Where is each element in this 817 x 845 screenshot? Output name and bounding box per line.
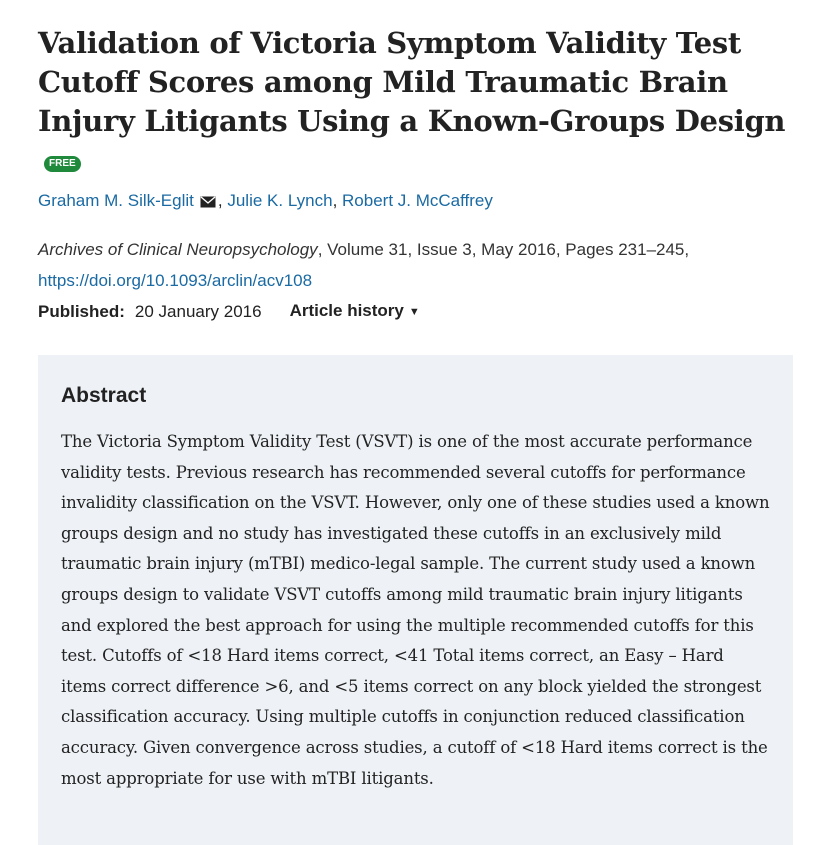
- journal-name: Archives of Clinical Neuropsychology: [38, 240, 318, 259]
- article-title: Validation of Victoria Symptom Validity Test Cutoff Scores among Mild Traumatic Brain Injury Litigants Using a Known-Groups DesignFREE: [38, 0, 793, 180]
- envelope-icon[interactable]: [200, 192, 216, 214]
- free-badge: FREE: [44, 156, 81, 172]
- publication-info: [38, 298, 793, 325]
- author-separator: ,: [332, 191, 338, 210]
- published-date: 20 January 2016: [134, 301, 262, 321]
- author-link-silk-eglit[interactable]: Graham M. Silk-Eglit: [38, 191, 194, 210]
- author-list: [38, 190, 793, 214]
- published-label: Published:: [38, 301, 125, 321]
- article-history-toggle[interactable]: Article history ▼: [289, 301, 420, 320]
- author-separator: ,: [217, 191, 223, 210]
- abstract-heading: Abstract: [61, 384, 147, 407]
- citation-details: , Volume 31, Issue 3, May 2016, Pages 231–245,: [317, 240, 690, 259]
- citation: [38, 234, 793, 296]
- caret-down-icon: ▼: [408, 306, 420, 318]
- author-link-lynch[interactable]: Julie K. Lynch: [227, 191, 333, 210]
- abstract-text: The Victoria Symptom Validity Test (VSVT) is one of the most accurate performance validity tests. Previous research has recommended several cutoffs for performance invalidity classification on the VSVT. However, only one of these studies used a known groups design and no study has investigated these cutoffs in an exclusively mild traumatic brain injury (mTBI) medico-legal sample. The current study used a known groups design to validate VSVT cutoffs among mild traumatic brain injury litigants and explored the best approach for using the multiple recommended cutoffs for this test. Cutoffs of <18 Hard items correct, <41 Total items correct, an Easy – Hard items correct difference >6, and <5 items correct on any block yielded the strongest classification accuracy. Using multiple cutoffs in conjunction reduced classification accuracy. Given convergence across studies, a cutoff of <18 Hard items correct is the most appropriate for use with mTBI litigants.: [61, 432, 770, 788]
- doi-link[interactable]: https://doi.org/10.1093/arclin/acv108: [38, 271, 313, 290]
- author-link-mccaffrey[interactable]: Robert J. McCaffrey: [342, 191, 493, 210]
- abstract-section: [38, 355, 793, 845]
- article-header: [38, 0, 793, 406]
